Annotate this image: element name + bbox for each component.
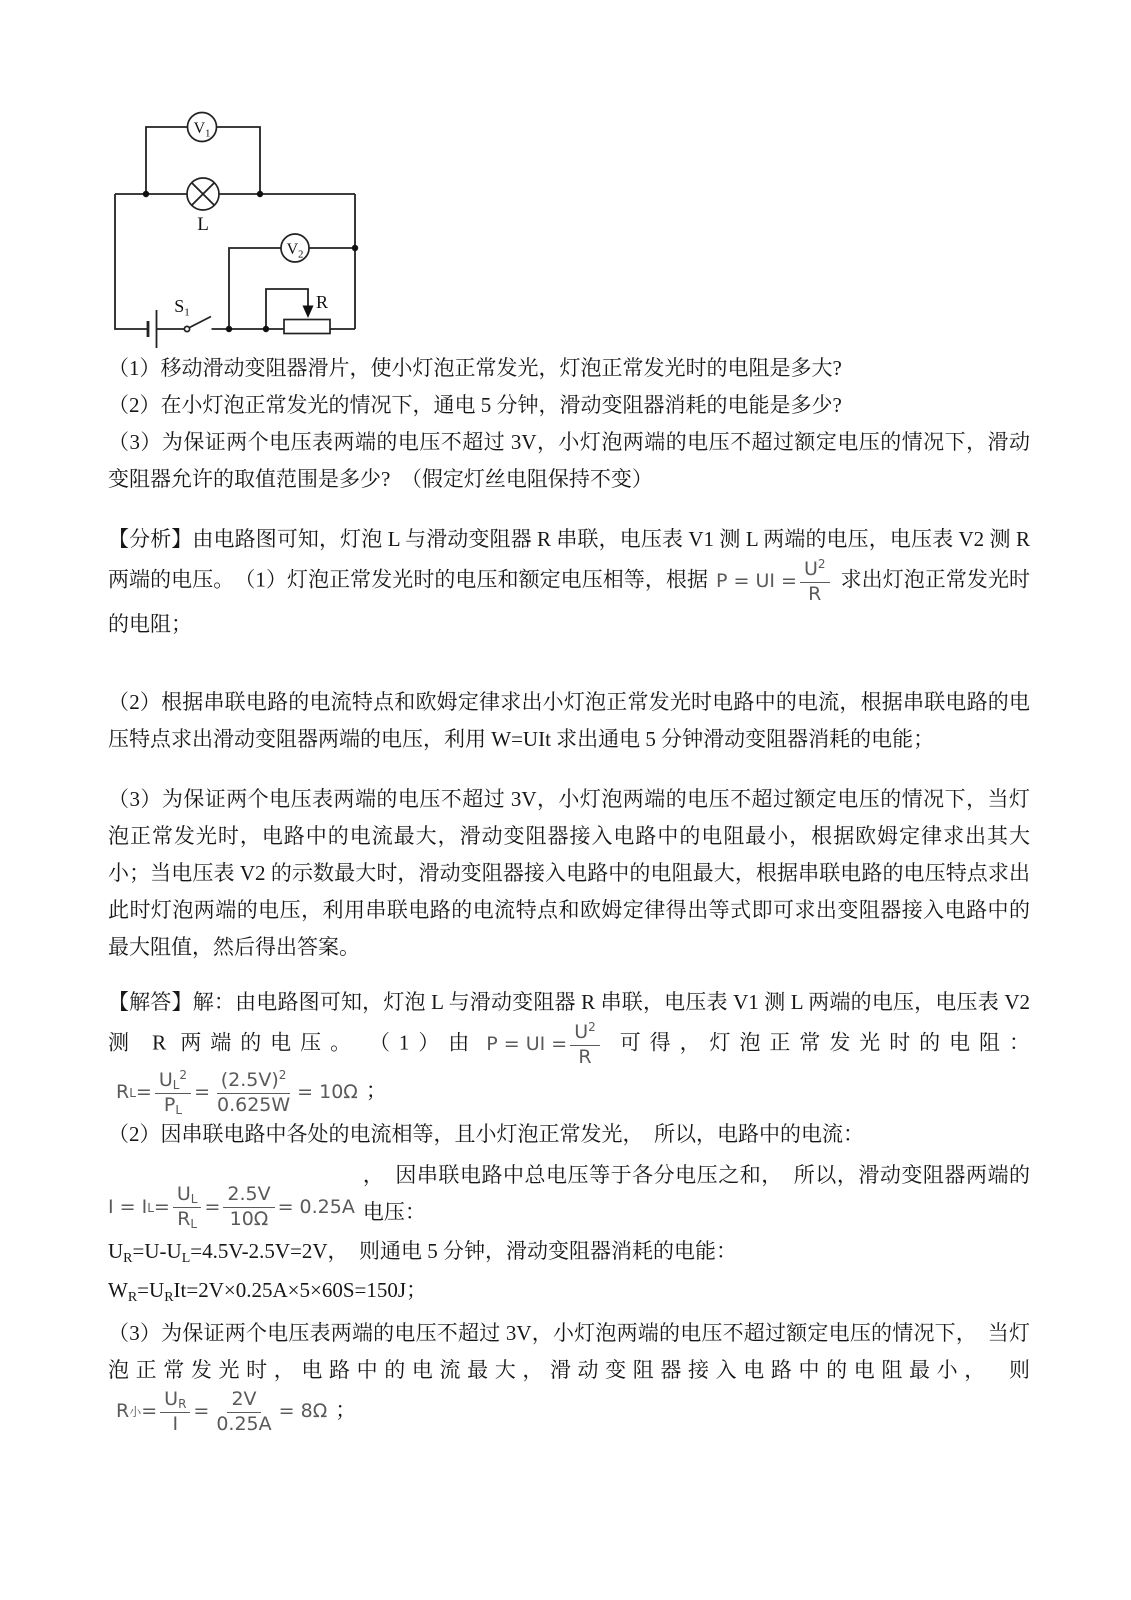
analysis-paragraph-2: （2）根据串联电路的电流特点和欧姆定律求出小灯泡正常发光时电路中的电流，根据串联电路的电压特点求出滑动变阻器两端的电压，利用 W=UIt 求出通电 5 分钟滑动变阻器消耗的电能；: [108, 690, 1030, 751]
junction-dot: [226, 326, 232, 332]
junction-dot: [143, 191, 149, 197]
analysis-heading: 【分析】: [108, 527, 193, 551]
junction-dot: [263, 326, 269, 332]
formula-power-answer: P = UI = $\frac{U^2}{R}$: [486, 1021, 603, 1069]
answer-p1-mid: 可得，灯泡正常发光时的电阻：: [610, 1030, 1030, 1055]
switch-blade: [190, 317, 212, 328]
analysis-paragraph-1: [108, 521, 1030, 643]
formula-power-analysis: P = UI = $\frac{U^2}{R}$: [716, 558, 833, 606]
answer-p2-after-formula: ， 因串联电路中总电压等于各分电压之和， 所以，滑动变阻器两端的电压：: [362, 1163, 1030, 1224]
junction-dot: [257, 191, 263, 197]
answer-p1-end: ；: [365, 1078, 387, 1103]
question-2: （2）在小灯泡正常发光的情况下，通电 5 分钟，滑动变阻器消耗的电能是多少?: [108, 393, 842, 417]
analysis-paragraph-3: （3）为保证两个电压表两端的电压不超过 3V，小灯泡两端的电压不超过额定电压的情况下，当灯泡正常发光时，电路中的电流最大，滑动变阻器接入电路中的电阻最小，根据欧姆定律求出其大小；当电压表 V2 的示数最大时，滑动变阻器接入电路中的电阻最大，根据串联电路的电压特点求出此时灯泡两端的电压，利用串联电路的电流特点和欧姆定律得出等式即可求出变阻器接入电路中的最大阻值，然后得出答案。: [108, 787, 1030, 959]
resistor-label: R: [316, 292, 329, 312]
answer-p1-text: 解：由电路图可知，灯泡 L 与滑动变阻器 R 串联，电压表 V1 测 L 两端的电压，电压表 V2 测 R 两端的电压。 （1）由: [108, 990, 1031, 1055]
answer-p2-ur-rest: 则通电 5 分钟，滑动变阻器消耗的电能：: [359, 1239, 737, 1263]
question-1: （1）移动滑动变阻器滑片，使小灯泡正常发光，灯泡正常发光时的电阻是多大?: [108, 356, 842, 380]
wr-equation: $W_R=U_RIt=2V\times 0.25A\times 5\times 60S=150J$；: [108, 1278, 428, 1305]
formula-lamp-resistance: R L = $\frac{U_L^2}{P_L}$ = $\frac{(2.5V)^2}{0.625W}$ = 10Ω: [116, 1067, 358, 1117]
answer-p2-voltage-line: [108, 1233, 1030, 1270]
answer-p2-formula-row: [108, 1157, 1030, 1231]
junction-dot: [352, 245, 358, 251]
answer-heading: 【解答】: [108, 990, 193, 1014]
rheostat-body: [284, 320, 330, 334]
formula-circuit-current: I = I L = $\frac{U_L}{R_L}$ = $\frac{2.5V}{10\Omega}$ = 0.25A: [108, 1183, 355, 1232]
answer-paragraph-1: [108, 984, 1030, 1116]
voltmeter1-label: $V_1$: [193, 120, 211, 140]
formula-min-resistance: R 小 = $\frac{U_R}{I}$ = $\frac{2V}{0.25A}$ = 8Ω: [116, 1388, 328, 1435]
analysis-p1-text: 由电路图可知，灯泡 L 与滑动变阻器 R 串联，电压表 V1 测 L 两端的电压，电压表 V2 测 R 两端的电压。 （1）灯泡正常发光时的电压和额定电压相等，根据: [108, 527, 1030, 592]
answer-p2-intro: （2）因串联电路中各处的电流相等，且小灯泡正常发光， 所以，电路中的电流：: [108, 1122, 864, 1146]
switch-pivot: [184, 326, 189, 331]
question-list: [108, 350, 1030, 498]
answer-p2-energy-line: [108, 1272, 1030, 1309]
answer-p3-end: ；: [335, 1398, 357, 1423]
answer-p3-text: （3）为保证两个电压表两端的电压不超过 3V，小灯泡两端的电压不超过额定电压的情况下， 当灯泡正常发光时，电路中的电流最大，滑动变阻器接入电路中的电阻最小， 则: [108, 1321, 1030, 1382]
lamp-label: L: [197, 214, 209, 235]
answer-paragraph-2: [108, 1116, 1030, 1309]
circuit-diagram: [105, 100, 375, 350]
switch-label: S1: [174, 296, 190, 319]
voltmeter2-label: $V_2$: [286, 241, 304, 261]
rheostat-arrow-icon: [303, 306, 314, 319]
ur-equation: $U_R=U-U_L=4.5V-2.5V=2V$，: [108, 1239, 359, 1266]
answer-paragraph-3: [108, 1315, 1030, 1436]
question-3: （3）为保证两个电压表两端的电压不超过 3V，小灯泡两端的电压不超过额定电压的情况下，滑动变阻器允许的取值范围是多少? （假定灯丝电阻保持不变）: [108, 430, 1030, 491]
analysis-p1-tail: 求出灯泡正常发光时的电阻；: [108, 567, 1031, 636]
wire-left-bottom: [115, 194, 148, 329]
